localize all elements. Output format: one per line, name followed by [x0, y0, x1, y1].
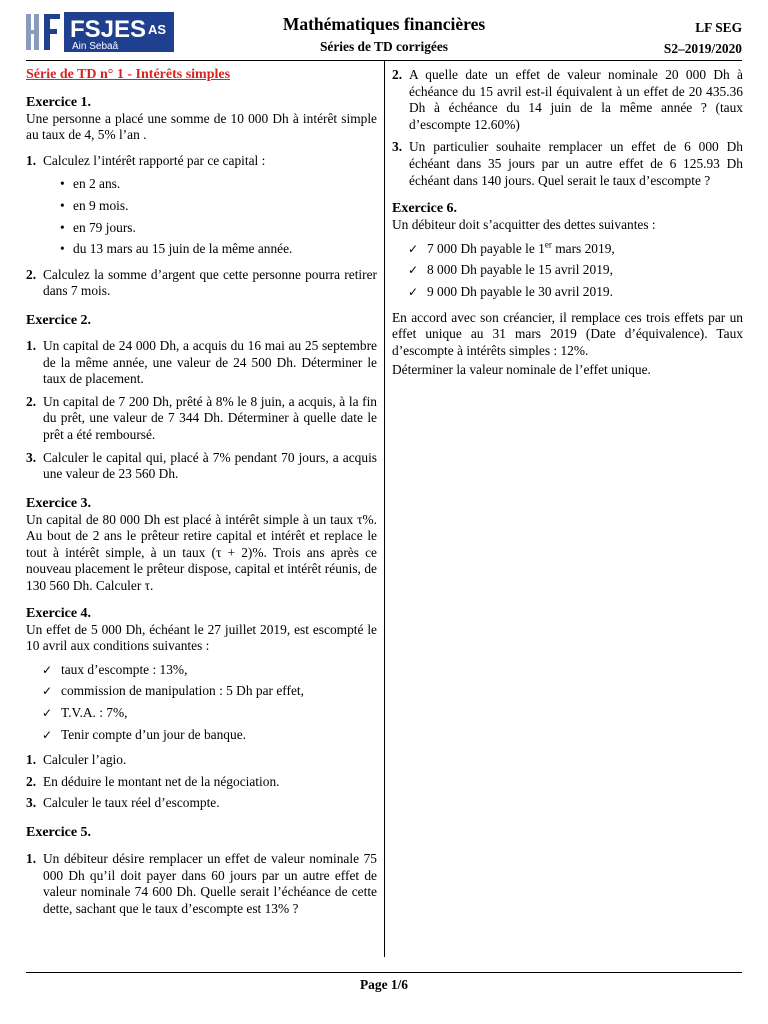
list-item: ✓ T.V.A. : 7%, [42, 705, 128, 721]
list-item: ✓ taux d’escompte : 13%, [42, 661, 188, 677]
exercise-2-questions [26, 338, 377, 483]
checkmark-icon: ✓ [42, 684, 53, 699]
semester-label: S2–2019/2020 [663, 41, 742, 56]
exercise-4-conditions [26, 662, 377, 743]
list-item: ✓ 9 000 Dh payable le 30 avril 2019. [408, 283, 613, 299]
question-item: 3. Calculer le capital qui, placé à 7% pendant 70 jours, a acquis une valeur de 23 560 Dh. [26, 449, 377, 482]
question-item: 2. Un capital de 7 200 Dh, prêté à 8% le 8 juin, a acquis, à la fin du prêt, une valeur de 7 344 Dh. Déterminer à quelle date le prêt a été remboursé. [26, 393, 377, 442]
exercise-5-questions-continued [392, 67, 743, 189]
exercise-6-intro: Un débiteur doit s’acquitter des dettes suivantes : [392, 217, 656, 233]
question-item: 2. En déduire le montant net de la négociation. [26, 773, 280, 789]
list-item: • en 2 ans. [60, 176, 121, 192]
document-title: Mathématiques financières [282, 14, 486, 34]
exercise-5-questions [26, 851, 377, 917]
question-item: 3. Calculer le taux réel d’escompte. [26, 795, 220, 811]
list-item: • du 13 mars au 15 juin de la même année. [60, 241, 293, 257]
exercise-1-bullets [26, 176, 377, 257]
column-divider [384, 61, 385, 957]
exercise-4-questions [26, 752, 377, 812]
right-column [392, 67, 743, 379]
question-item: 2. Calculez la somme d’argent que cette personne pourra retirer dans 7 mois. [26, 266, 377, 299]
checkmark-icon: ✓ [42, 662, 53, 677]
left-column [26, 67, 377, 917]
question-item: 1. Un capital de 24 000 Dh, a acquis du 16 mai au 25 septembre de la même année, une valeur de 24 500 Dh. Déterminer le taux de placement. [26, 337, 377, 387]
page-number: Page 1/6 [360, 977, 408, 992]
list-item: • en 79 jours. [60, 219, 136, 235]
document-subtitle: Séries de TD corrigées [319, 39, 449, 54]
course-code: LF SEG [695, 20, 742, 35]
list-item: ✓ Tenir compte d’un jour de banque. [42, 726, 246, 742]
question-text: Calculez la somme d’argent que cette personne pourra retirer dans 7 mois. [43, 266, 377, 299]
checkmark-icon: ✓ [42, 727, 53, 742]
exercise-1-title: Exercice 1. [26, 94, 92, 110]
university-logo [26, 12, 176, 52]
exercise-4-title: Exercice 4. [26, 605, 92, 621]
exercise-1-questions-2 [26, 267, 377, 300]
logo-suffix-text: AS [148, 22, 167, 37]
exercise-6-title: Exercice 6. [392, 201, 458, 217]
exercise-6-paragraph: En accord avec son créancier, il remplace ces trois effets par un effet unique au 31 mars 2019 (Date d’équivalence). Taux d’escompte à intérêts simples : 12%. [392, 309, 743, 358]
question-item: 3. Un particulier souhaite remplacer un effet de 6 000 Dh échéant dans 35 jours par un autre effet de 6 125.93 Dh échéant dans 140 jours. Quel serait le taux d’escompte ? [392, 139, 743, 188]
series-title: Série de TD n° 1 - Intérêts simples [26, 67, 231, 82]
list-item: ✓ 7 000 Dh payable le 1er mars 2019, [408, 239, 615, 256]
exercise-2-title: Exercice 2. [26, 312, 92, 328]
logo-sub-text: Ain Sebaâ [72, 41, 119, 52]
question-item: 1. Un débiteur désire remplacer un effet de valeur nominale 75 000 Dh qu’il doit payer dans 60 jours par un autre effet de valeur nominale 74 600 Dh. Quelle serait l’échéance de cette dette, sachant que le taux d’escompte est 13% ? [26, 851, 377, 916]
exercise-3-text: Un capital de 80 000 Dh est placé à intérêt simple à un taux τ%. Au bout de 2 ans le prêteur retire capital et intérêt et replace le tout à intérêt simple, à un taux (τ + 2)%. Trois ans après ce nouveau placement le prêteur dispose, capital et intérêt réunis, de 130 560 Dh. Calculer τ. [26, 511, 377, 594]
exercise-1-questions [26, 153, 377, 170]
question-text: Calculez l’intérêt rapporté par ce capital : [43, 152, 266, 168]
exercise-4-intro: Un effet de 5 000 Dh, échéant le 27 juillet 2019, est escompté le 10 avril aux conditions suivantes : [26, 621, 377, 654]
exercise-6-question: Déterminer la valeur nominale de l’effet unique. [392, 362, 651, 378]
question-item: 2. A quelle date un effet de valeur nominale 20 000 Dh à échéance du 15 avril est-il équivalent à un effet de 20 435.36 Dh à échéance du 14 juin de la même année ? (taux d’escompte 12.60%) [392, 67, 743, 132]
exercise-3-title: Exercice 3. [26, 495, 92, 511]
checkmark-icon: ✓ [42, 706, 53, 721]
checkmark-icon: ✓ [408, 263, 419, 278]
list-item: ✓ 8 000 Dh payable le 15 avril 2019, [408, 262, 613, 278]
checkmark-icon: ✓ [408, 284, 419, 299]
exercise-5-title: Exercice 5. [26, 825, 92, 840]
list-item: • en 9 mois. [60, 197, 129, 213]
list-item: ✓ commission de manipulation : 5 Dh par effet, [42, 683, 304, 699]
checkmark-icon: ✓ [408, 241, 419, 256]
question-item: 1. Calculer l’agio. [26, 752, 127, 768]
question-item: 1. Calculez l’intérêt rapporté par ce capital : [26, 152, 266, 168]
logo-main-text: FSJES [70, 16, 147, 43]
exercise-1-intro: Une personne a placé une somme de 10 000 Dh à intérêt simple au taux de 4, 5% l’an . [26, 110, 377, 143]
exercise-6-debts [392, 241, 743, 301]
footer-divider [26, 972, 742, 973]
logo-emblem-icon [26, 14, 60, 50]
